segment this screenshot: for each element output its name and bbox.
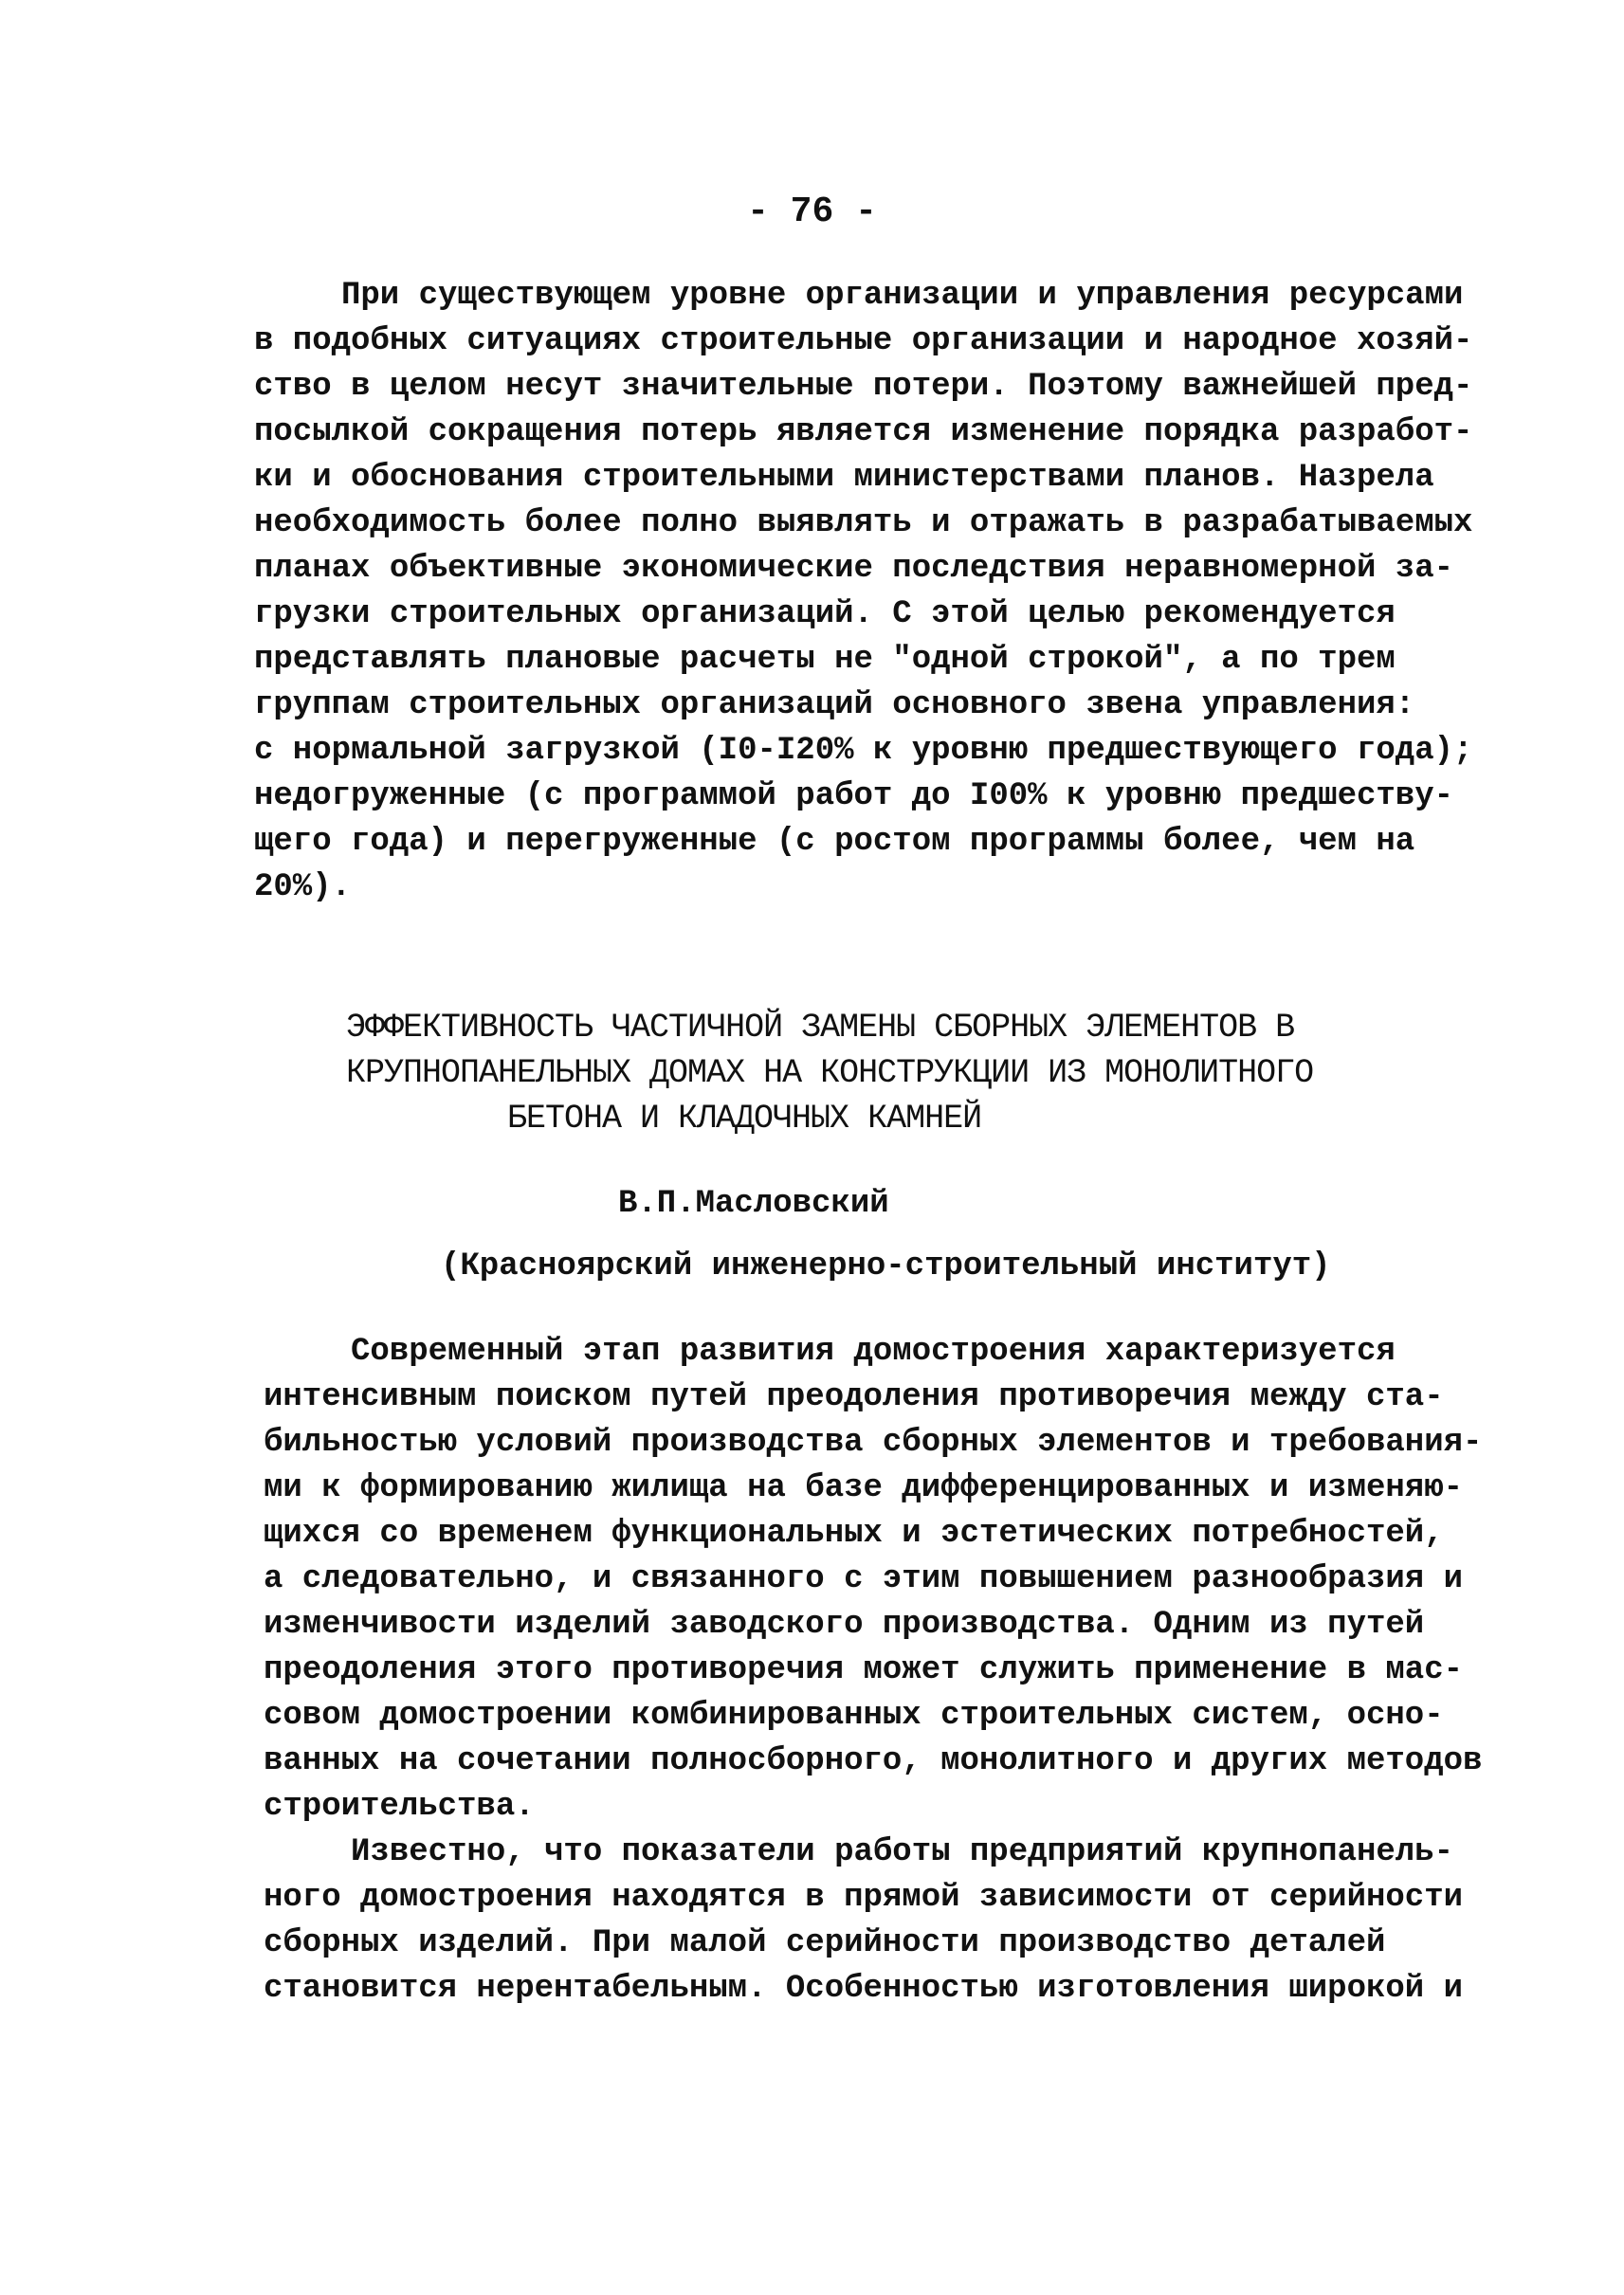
text-line: ми к формированию жилища на базе дифференцированных и изменяю- [264,1470,1464,1506]
text-line: недогруженные (с программой работ до I00% к уровню предшеству- [254,778,1454,814]
text-line: грузки строительных организаций. С этой целью рекомендуется [254,596,1396,632]
text-line: ного домостроения находятся в прямой зависимости от серийности [264,1880,1464,1916]
page-number: - 76 - [747,191,877,232]
text-line: При существующем уровне организации и управления ресурсами [341,278,1464,314]
text-line: с нормальной загрузкой (I0-I20% к уровню предшествующего года); [254,733,1473,769]
text-line: совом домостроении комбинированных строительных систем, осно- [264,1698,1444,1734]
text-line: в подобных ситуациях строительные организации и народное хозяй- [254,323,1473,359]
text-line: ство в целом несут значительные потери. Поэтому важнейшей пред- [254,369,1473,405]
text-line: строительства. [264,1789,535,1825]
author-name: В.П.Масловский [618,1186,889,1222]
text-line: необходимость более полно выявлять и отражать в разрабатываемых [254,505,1473,541]
text-line: щихся со временем функциональных и эстетических потребностей, [264,1516,1444,1552]
text-line: изменчивости изделий заводского производства. Одним из путей [264,1607,1425,1643]
text-line: становится нерентабельным. Особенностью изготовления широкой и [264,1971,1464,2007]
text-line: бильностью условий производства сборных элементов и требования- [264,1425,1483,1461]
text-line: преодоления этого противоречия может служить применение в мас- [264,1652,1464,1688]
text-line: интенсивным поиском путей преодоления противоречия между ста- [264,1379,1444,1415]
text-line: Современный этап развития домостроения характеризуется [351,1334,1396,1370]
title-line: БЕТОНА И КЛАДОЧНЫХ КАМНЕЙ [507,1100,982,1138]
text-line: сборных изделий. При малой серийности производство деталей [264,1925,1386,1961]
title-line: ЭФФЕКТИВНОСТЬ ЧАСТИЧНОЙ ЗАМЕНЫ СБОРНЫХ ЭЛЕМЕНТОВ В [346,1009,1295,1047]
text-line: ванных на сочетании полносборного, монолитного и других методов [264,1743,1483,1779]
text-line: щего года) и перегруженные (с ростом программы более, чем на [254,824,1415,860]
text-line: ки и обоснования строительными министерствами планов. Назрела [254,460,1434,496]
text-line: планах объективные экономические последствия неравномерной за- [254,551,1454,587]
title-line: КРУПНОПАНЕЛЬНЫХ ДОМАХ НА КОНСТРУКЦИИ ИЗ МОНОЛИТНОГО [346,1054,1314,1092]
text-line: посылкой сокращения потерь является изменение порядка разработ- [254,414,1473,450]
text-line: группам строительных организаций основного звена управления: [254,687,1415,723]
text-line: Известно, что показатели работы предприятий крупнопанель- [351,1834,1453,1870]
text-line: 20%). [254,869,352,905]
text-line: а следовательно, и связанного с этим повышением разнообразия и [264,1561,1464,1597]
institution: (Красноярский инженерно-строительный институт) [441,1248,1331,1284]
text-line: представлять плановые расчеты не "одной строкой", а по трем [254,642,1396,678]
